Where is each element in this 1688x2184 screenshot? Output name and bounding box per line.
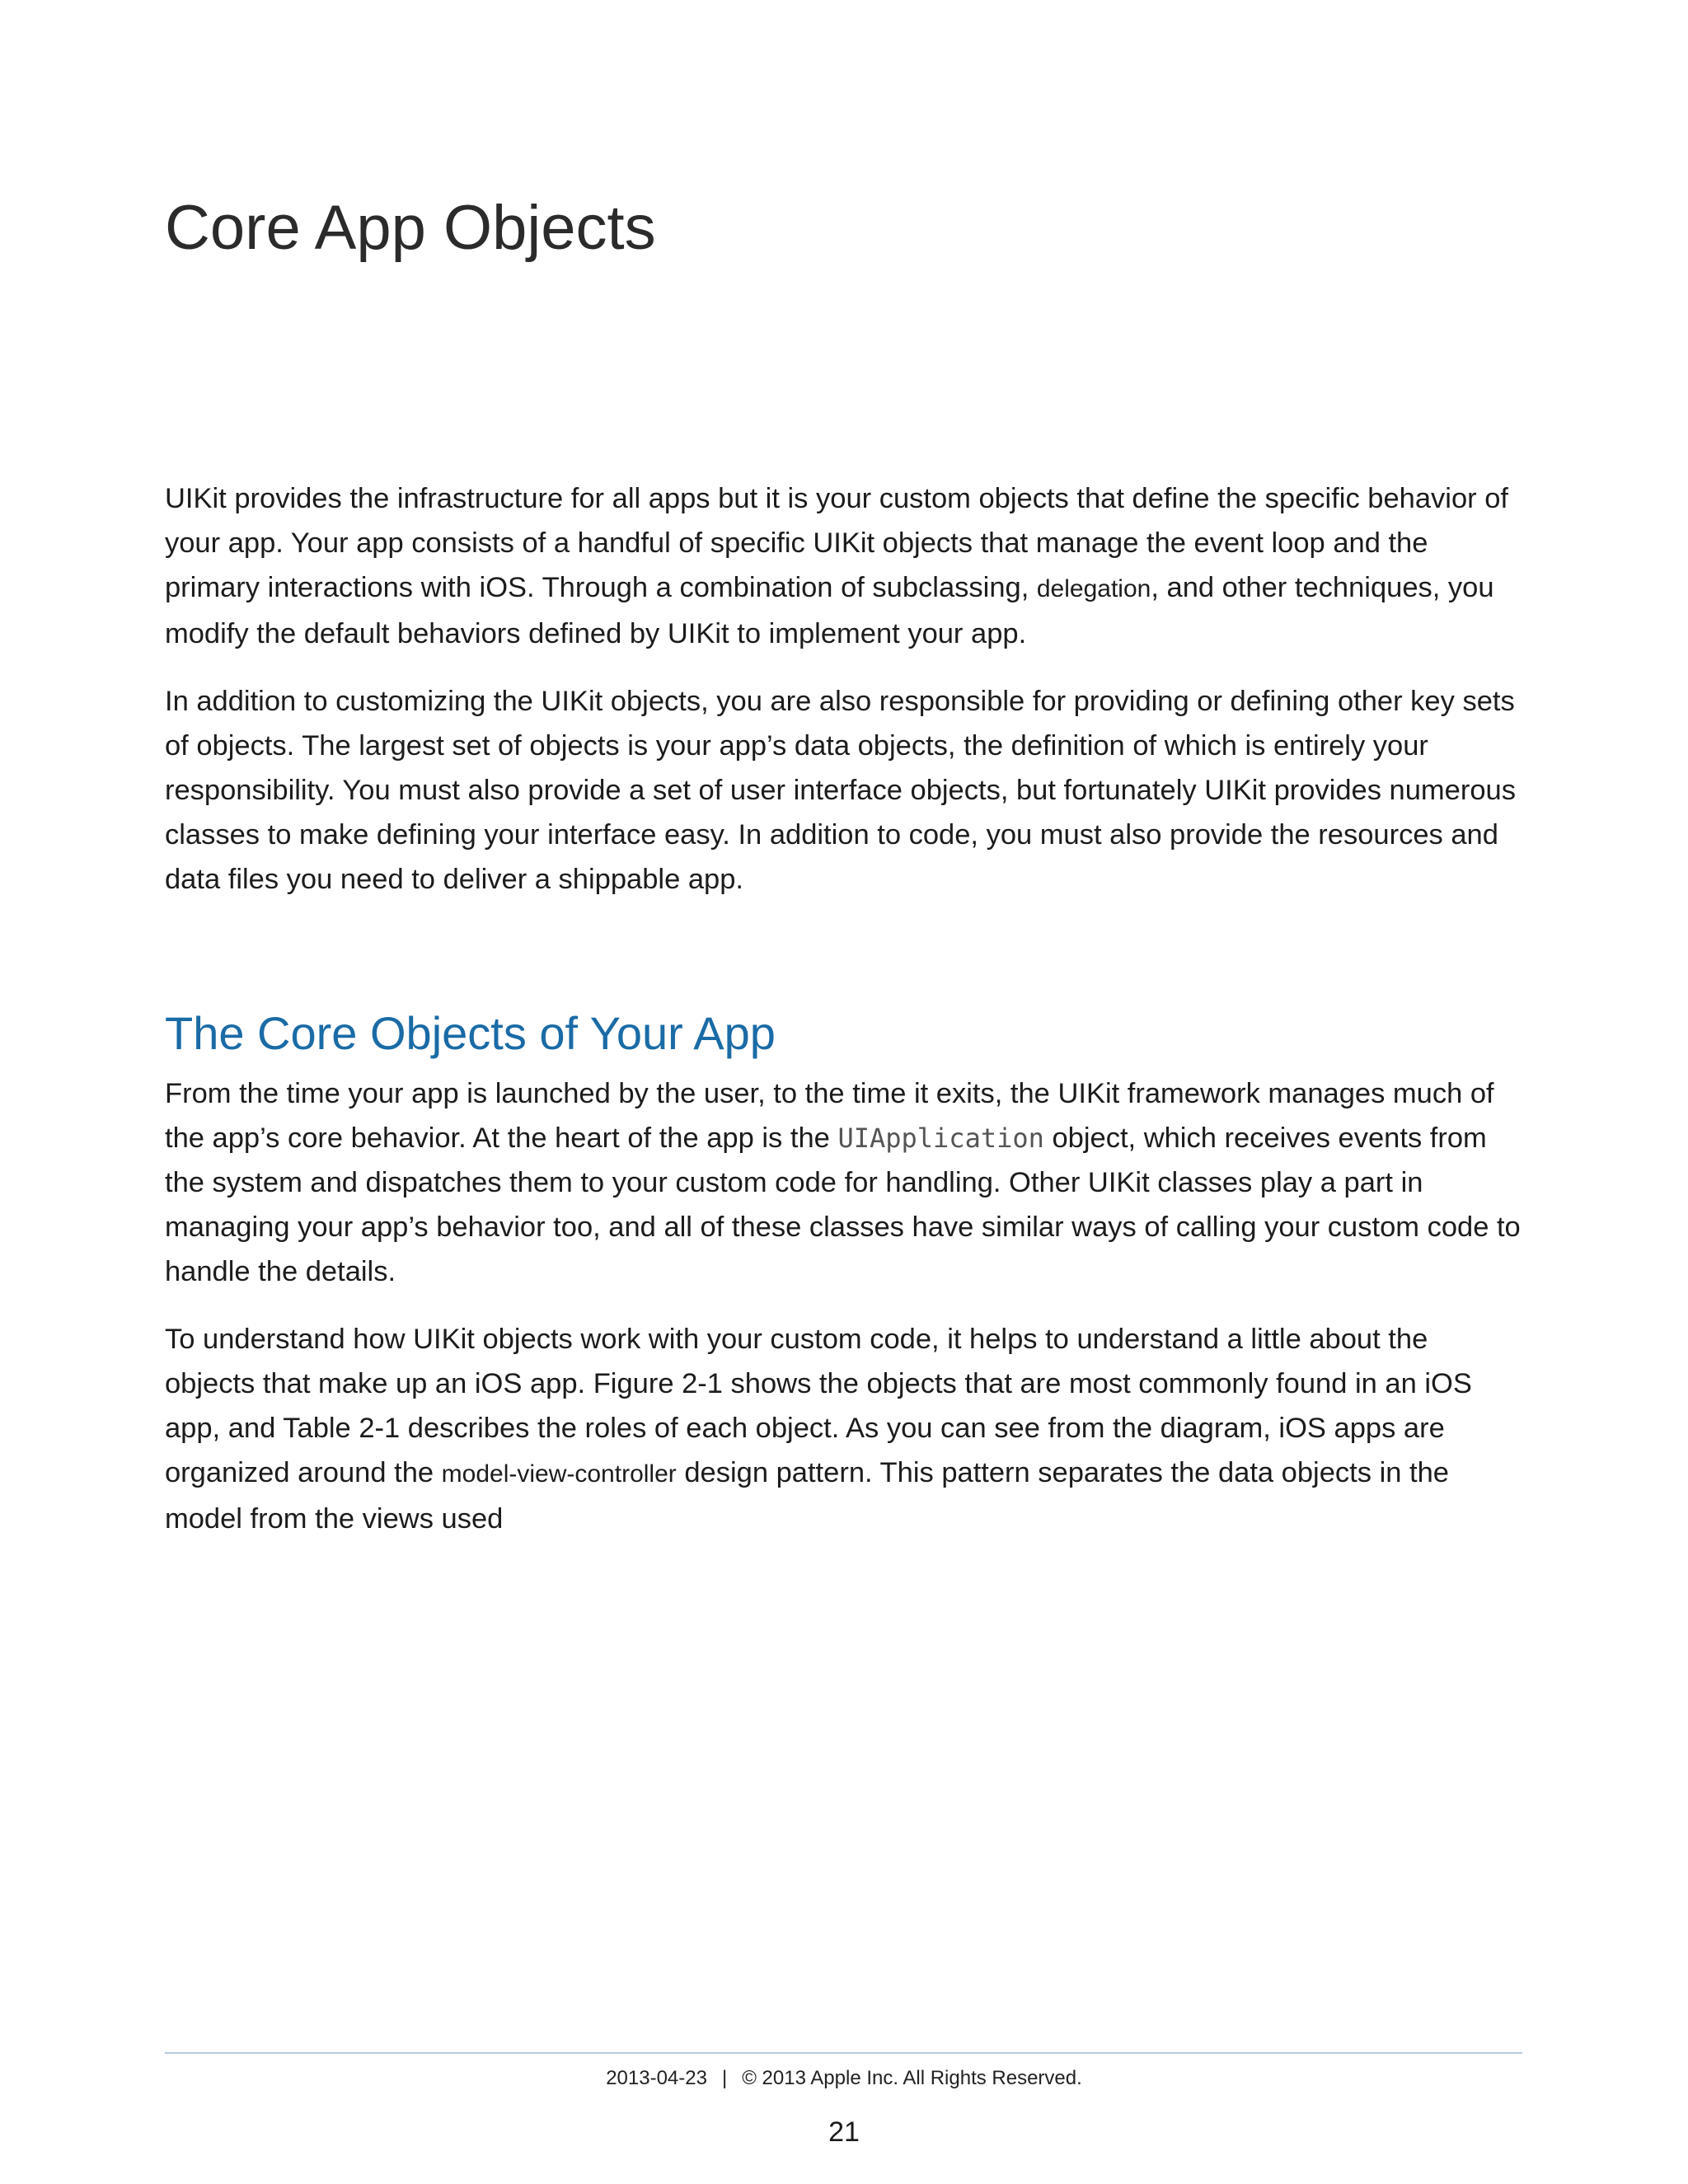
section-paragraph-2-text-b: design pattern. This pattern separates the data objects in the model from the views used: [165, 1457, 1449, 1535]
intro-paragraph-1-text-a: UIKit provides the infrastructure for all apps but it is your custom objects that define the specific behavior of your app. Your app consists of a handful of specific UIKit objects that manage the event loop and the primary interactions with iOS. Through a combination of subclassing,: [165, 483, 1508, 603]
section-paragraph-2: [165, 1317, 1525, 1541]
intro-section: [165, 476, 1525, 925]
uiapplication-code-link[interactable]: UIApplication: [837, 1122, 1044, 1155]
section-paragraph-1: [165, 1071, 1525, 1294]
intro-paragraph-1-text-b: , and other techniques, you modify the default behaviors defined by UIKit to implement your app.: [165, 572, 1494, 649]
mvc-term-link[interactable]: model-view-controller: [441, 1460, 677, 1488]
section-paragraph-1-text-b: object, which receives events from the system and dispatches them to your custom code for handling. Other UIKit classes play a part in managing your app’s behavior too, and all of these classes have similar ways of calling your custom code to handle the details.: [165, 1122, 1521, 1288]
intro-paragraph-2: In addition to customizing the UIKit objects, you are also responsible for providing or defining other key sets of objects. The largest set of objects is your app’s data objects, the definition of which is entirely your responsibility. You must also provide a set of user interface objects, but fortunately UIKit provides numerous classes to make defining your interface easy. In addition to code, you must also provide the resources and data files you need to deliver a shippable app.: [165, 686, 1516, 895]
chapter-title: Core App Objects: [165, 193, 656, 263]
intro-paragraph-1: [165, 476, 1525, 656]
page-number: 21: [828, 2116, 860, 2148]
core-objects-section: [165, 1007, 1525, 1564]
section-paragraph-1-text-a: From the time your app is launched by the user, to the time it exits, the UIKit framework manages much of the app’s core behavior. At the heart of the app is the: [165, 1078, 1494, 1155]
footer-date: 2013-04-23: [606, 2067, 707, 2089]
footer-copyright: © 2013 Apple Inc. All Rights Reserved.: [742, 2067, 1082, 2089]
footer: [0, 2067, 1688, 2090]
section-paragraph-2-text-a: To understand how UIKit objects work with your custom code, it helps to understand a little about the objects that make up an iOS app. Figure 2-1 shows the objects that are most commonly found in an iOS app, and Table 2-1 describes the roles of each object. As you can see from the diagram, iOS apps are organized around the: [165, 1324, 1472, 1489]
section-title: The Core Objects of Your App: [165, 1007, 776, 1059]
footer-separator: |: [721, 2067, 728, 2089]
delegation-term-link[interactable]: delegation: [1036, 575, 1151, 602]
footer-divider: [165, 2052, 1522, 2054]
